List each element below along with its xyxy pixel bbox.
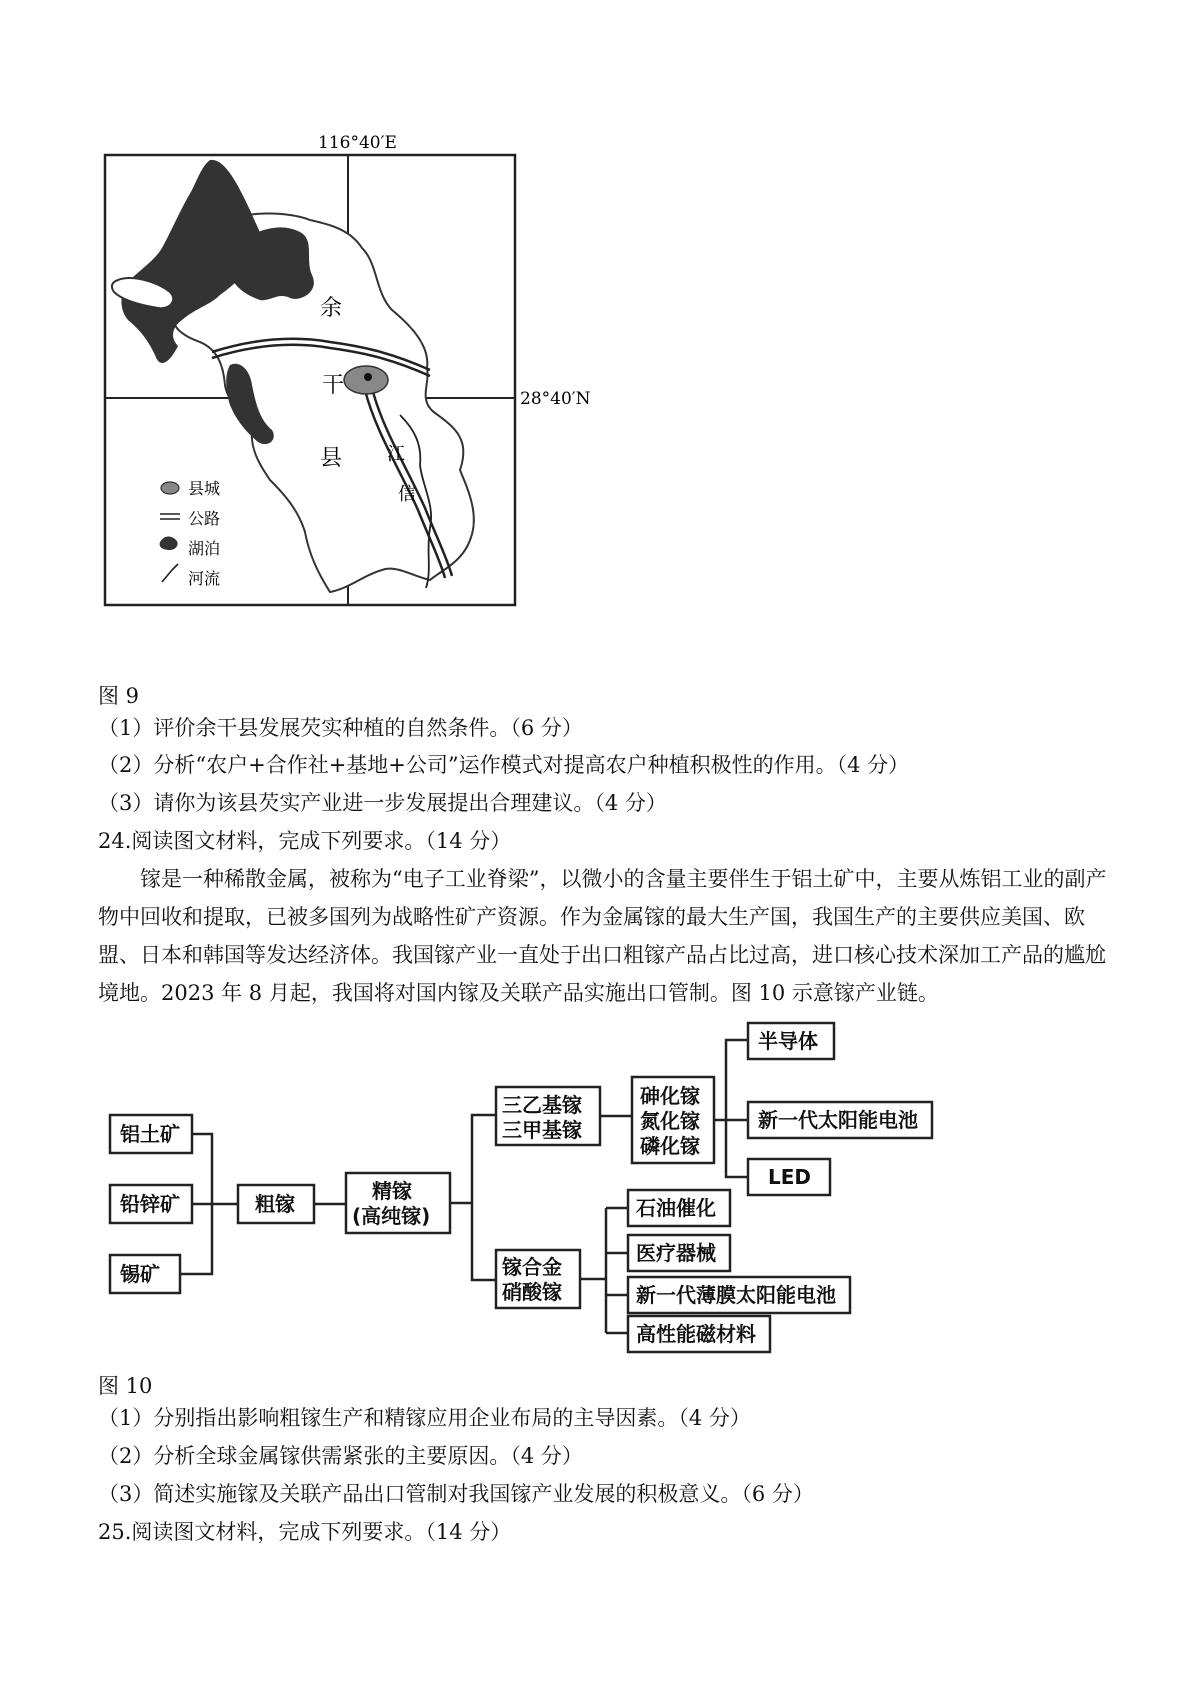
- county-char: 县: [320, 446, 343, 471]
- use-label: 高性能磁材料: [636, 1322, 756, 1346]
- q24-sub-1: （1）分别指出影响粗镓生产和精镓应用企业布局的主导因素。（4 分）: [98, 1406, 751, 1430]
- use-label: 石油催化: [636, 1196, 716, 1220]
- alloy-label: 硝酸镓: [502, 1280, 562, 1304]
- river-char: 江: [387, 444, 405, 465]
- figure-10-gallium-chain: [100, 1015, 940, 1355]
- q23-sub-1: （1）评价余干县发展芡实种植的自然条件。（6 分）: [98, 716, 583, 740]
- river-char: 信: [398, 484, 416, 505]
- legend-label: 河流: [188, 569, 221, 588]
- county-char: 干: [322, 373, 345, 398]
- legend-label: 县城: [188, 479, 221, 498]
- compound-label: 氮化镓: [640, 1109, 700, 1133]
- refined-gallium-label: (高纯镓): [352, 1204, 431, 1228]
- latitude-label: 28°40′N: [520, 389, 591, 409]
- q25-title: 25.阅读图文材料，完成下列要求。（14 分）: [98, 1520, 512, 1544]
- q23-sub-3: （3）请你为该县芡实产业进一步发展提出合理建议。（4 分）: [98, 791, 667, 815]
- ore-label: 锡矿: [120, 1262, 160, 1286]
- q24-sub-3: （3）简述实施镓及关联产品出口管制对我国镓产业发展的积极意义。（6 分）: [98, 1482, 814, 1506]
- legend-label: 湖泊: [188, 539, 221, 558]
- ore-label: 铝土矿: [120, 1122, 180, 1146]
- q24-sub-2: （2）分析全球金属镓供需紧张的主要原因。（4 分）: [98, 1444, 583, 1468]
- ore-label: 铅锌矿: [120, 1192, 180, 1216]
- longitude-label: 116°40′E: [318, 133, 397, 153]
- county-seat-dot: [364, 373, 372, 381]
- refined-gallium-label: 精镓: [372, 1179, 412, 1203]
- county-seat-icon: [161, 482, 179, 494]
- compound-label: 砷化镓: [640, 1084, 700, 1108]
- q24-title: 24.阅读图文材料，完成下列要求。（14 分）: [98, 829, 512, 853]
- county-char: 余: [320, 296, 343, 321]
- organo-label: 三甲基镓: [502, 1118, 582, 1142]
- use-label: LED: [768, 1165, 812, 1189]
- figure-9-map: [100, 130, 620, 615]
- legend-label: 公路: [188, 509, 221, 528]
- use-label: 新一代太阳能电池: [758, 1108, 918, 1132]
- use-label: 新一代薄膜太阳能电池: [636, 1283, 836, 1307]
- figure-10-caption: 图 10: [98, 1374, 153, 1398]
- use-label: 半导体: [758, 1029, 818, 1053]
- use-label: 医疗器械: [636, 1241, 716, 1265]
- q23-sub-2: （2）分析“农户+合作社+基地+公司”运作模式对提高农户种植积极性的作用。（4 分）: [98, 753, 910, 777]
- crude-gallium-label: 粗镓: [255, 1192, 295, 1216]
- organo-label: 三乙基镓: [502, 1093, 582, 1117]
- figure-9-caption: 图 9: [98, 684, 140, 708]
- compound-label: 磷化镓: [640, 1134, 700, 1158]
- alloy-label: 镓合金: [502, 1255, 562, 1279]
- q24-paragraph: 镓是一种稀散金属，被称为“电子工业脊梁”，以微小的含量主要伴生于铝土矿中，主要从炼铝工业的副产物中回收和提取，已被多国列为战略性矿产资源。作为金属镓的最大生产国，我国生产的主要供应美国、欧盟、日本和韩国等发达经济体。我国镓产业一直处于出口粗镓产品占比过高，进口核心技术深加工产品的尴尬境地。2023 年 8 月起，我国将对国内镓及关联产品实施出口管制。图 10 示意镓产业链。: [98, 867, 1107, 1005]
